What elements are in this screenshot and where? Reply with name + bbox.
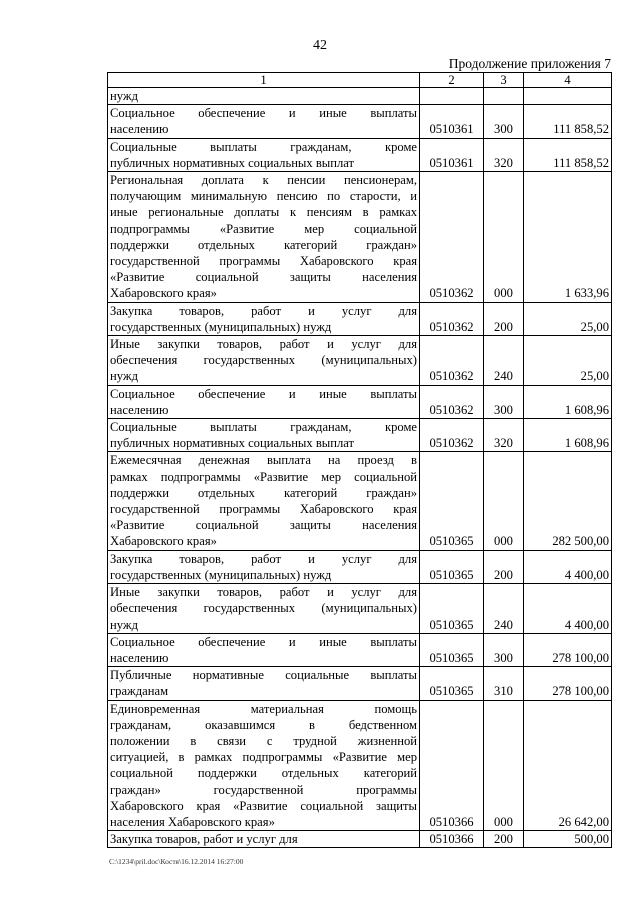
row-name-line: поддержки отдельных категорий граждан» [110, 485, 417, 500]
row-target-code-cell: 0510365 [420, 633, 484, 666]
row-expense-type-cell: 300 [484, 105, 524, 138]
row-name-line: поддержки отдельных категорий граждан» [110, 237, 417, 252]
row-name-line: ситуацией, в рамках подпрограммы «Развитие мер [110, 750, 417, 765]
row-expense-type-cell: 000 [484, 452, 524, 550]
row-name-line: Хабаровского края «Развитие социальной защиты [110, 798, 417, 813]
row-name-line: Социальное обеспечение и иные выплаты [110, 634, 417, 649]
row-target-code-cell: 0510366 [420, 700, 484, 831]
row-expense-type-cell: 240 [484, 336, 524, 386]
row-expense-type-cell: 200 [484, 831, 524, 848]
row-amount-cell: 278 100,00 [524, 667, 612, 700]
row-name-cell [108, 336, 420, 386]
row-name-cell [108, 700, 420, 831]
row-name-line: Закупка товаров, работ и услуг для [110, 832, 298, 847]
row-target-code-cell: 0510361 [420, 105, 484, 138]
row-name-line: Иные закупки товаров, работ и услуг для [110, 585, 417, 600]
row-name-line: граждан» государственной программы [110, 782, 417, 797]
table-row [108, 302, 612, 335]
row-expense-type-cell: 320 [484, 138, 524, 171]
table-row [108, 105, 612, 138]
row-target-code-cell: 0510362 [420, 302, 484, 335]
row-name-line: Публичные нормативные социальные выплаты [110, 668, 417, 683]
table-row [108, 550, 612, 583]
row-name-line: «Развитие социальной защиты населения [110, 518, 417, 533]
page-number: 42 [313, 38, 327, 53]
row-name-line: Социальное обеспечение и иные выплаты [110, 386, 417, 401]
table-row [108, 172, 612, 303]
row-amount-cell: 111 858,52 [524, 138, 612, 171]
header-col-amount: 4 [524, 73, 612, 88]
row-name-line: получающим минимальную пенсию по старости, и [110, 189, 417, 204]
row-name-line: населению [110, 122, 169, 137]
row-name-cell [108, 550, 420, 583]
row-amount-cell: 25,00 [524, 336, 612, 386]
row-expense-type-cell: 200 [484, 302, 524, 335]
row-expense-type-cell [484, 88, 524, 105]
table-header-row [108, 73, 612, 88]
row-target-code-cell: 0510366 [420, 831, 484, 848]
row-name-cell [108, 419, 420, 452]
table-row [108, 700, 612, 831]
row-name-line: государственных (муниципальных) нужд [110, 319, 332, 334]
row-name-line: Социальные выплаты гражданам, кроме [110, 420, 417, 435]
row-name-cell [108, 385, 420, 418]
row-name-line: населения Хабаровского края» [110, 814, 275, 829]
row-target-code-cell: 0510365 [420, 550, 484, 583]
row-name-line: публичных нормативных социальных выплат [110, 436, 355, 451]
row-name-line: положении в связи с трудной жизненной [110, 733, 417, 748]
row-amount-cell: 26 642,00 [524, 700, 612, 831]
table-row [108, 831, 612, 848]
row-amount-cell: 1 608,96 [524, 385, 612, 418]
row-name-line: государственных (муниципальных) нужд [110, 567, 332, 582]
row-name-cell [108, 831, 420, 848]
table-row [108, 419, 612, 452]
row-target-code-cell: 0510365 [420, 452, 484, 550]
row-target-code-cell [420, 88, 484, 105]
row-name-line: публичных нормативных социальных выплат [110, 155, 355, 170]
row-expense-type-cell: 310 [484, 667, 524, 700]
table-row [108, 138, 612, 171]
file-path-footer: C:\1234\pril.doc\Костя\16.12.2014 16:27:00 [109, 857, 244, 866]
header-col-name: 1 [108, 73, 420, 88]
row-name-line: социальной поддержки отдельных категорий [110, 766, 417, 781]
row-amount-cell: 111 858,52 [524, 105, 612, 138]
row-name-line: обеспечения государственных (муниципальных) [110, 601, 417, 616]
row-name-cell [108, 302, 420, 335]
row-name-line: подпрограммы «Развитие мер социальной [110, 221, 417, 236]
row-name-line: Единовременная материальная помощь [110, 701, 417, 716]
row-target-code-cell: 0510365 [420, 667, 484, 700]
row-target-code-cell: 0510361 [420, 138, 484, 171]
row-name-cell [108, 105, 420, 138]
row-name-cell [108, 138, 420, 171]
row-target-code-cell: 0510362 [420, 419, 484, 452]
row-name-line: Региональная доплата к пенсии пенсионерам, [110, 173, 417, 188]
table-row [108, 88, 612, 105]
table-row [108, 667, 612, 700]
row-amount-cell: 500,00 [524, 831, 612, 848]
table-row [108, 633, 612, 666]
row-expense-type-cell: 000 [484, 172, 524, 303]
row-name-cell [108, 584, 420, 634]
row-name-line: Социальное обеспечение и иные выплаты [110, 106, 417, 121]
row-name-cell [108, 172, 420, 303]
row-name-line: населению [110, 650, 169, 665]
row-name-line: Ежемесячная денежная выплата на проезд в [110, 453, 417, 468]
table-row [108, 584, 612, 634]
table-row [108, 452, 612, 550]
row-amount-cell: 4 400,00 [524, 550, 612, 583]
row-expense-type-cell: 320 [484, 419, 524, 452]
budget-table [107, 72, 612, 848]
row-name-line: нужд [110, 369, 138, 384]
row-name-line: государственной программы Хабаровского края [110, 502, 417, 517]
row-expense-type-cell: 300 [484, 385, 524, 418]
row-name-line: государственной программы Хабаровского края [110, 254, 417, 269]
row-amount-cell: 4 400,00 [524, 584, 612, 634]
table-row [108, 336, 612, 386]
row-name-cell [108, 88, 420, 105]
row-name-line: гражданам [110, 684, 169, 699]
row-name-line: населению [110, 402, 169, 417]
header-col-code: 2 [420, 73, 484, 88]
row-name-cell [108, 452, 420, 550]
row-amount-cell: 1 608,96 [524, 419, 612, 452]
row-expense-type-cell: 000 [484, 700, 524, 831]
row-target-code-cell: 0510362 [420, 385, 484, 418]
row-target-code-cell: 0510365 [420, 584, 484, 634]
row-name-cell [108, 667, 420, 700]
row-amount-cell: 282 500,00 [524, 452, 612, 550]
appendix-continuation-label: Продолжение приложения 7 [448, 56, 611, 71]
row-expense-type-cell: 240 [484, 584, 524, 634]
row-amount-cell: 25,00 [524, 302, 612, 335]
table-body [108, 88, 612, 848]
row-name-line: Закупка товаров, работ и услуг для [110, 303, 417, 318]
row-name-line: Хабаровского края» [110, 534, 217, 549]
row-amount-cell: 1 633,96 [524, 172, 612, 303]
row-expense-type-cell: 300 [484, 633, 524, 666]
row-name-line: Социальные выплаты гражданам, кроме [110, 139, 417, 154]
row-target-code-cell: 0510362 [420, 172, 484, 303]
row-name-line: Иные закупки товаров, работ и услуг для [110, 337, 417, 352]
row-target-code-cell: 0510362 [420, 336, 484, 386]
row-name-cell [108, 633, 420, 666]
row-name-line: рамках подпрограммы «Развитие мер социальной [110, 469, 417, 484]
row-name-line: гражданам, оказавшимся в бедственном [110, 717, 417, 732]
row-name-line: Хабаровского края» [110, 286, 217, 301]
row-name-line: Закупка товаров, работ и услуг для [110, 551, 417, 566]
header-col-vr: 3 [484, 73, 524, 88]
row-name-line: обеспечения государственных (муниципальных) [110, 353, 417, 368]
row-name-line: нужд [110, 617, 138, 632]
row-expense-type-cell: 200 [484, 550, 524, 583]
row-name-line: иные региональные доплаты к пенсиям в рамках [110, 205, 417, 220]
table-row [108, 385, 612, 418]
row-amount-cell: 278 100,00 [524, 633, 612, 666]
row-amount-cell [524, 88, 612, 105]
row-name-line: нужд [110, 89, 138, 103]
row-name-line: «Развитие социальной защиты населения [110, 270, 417, 285]
